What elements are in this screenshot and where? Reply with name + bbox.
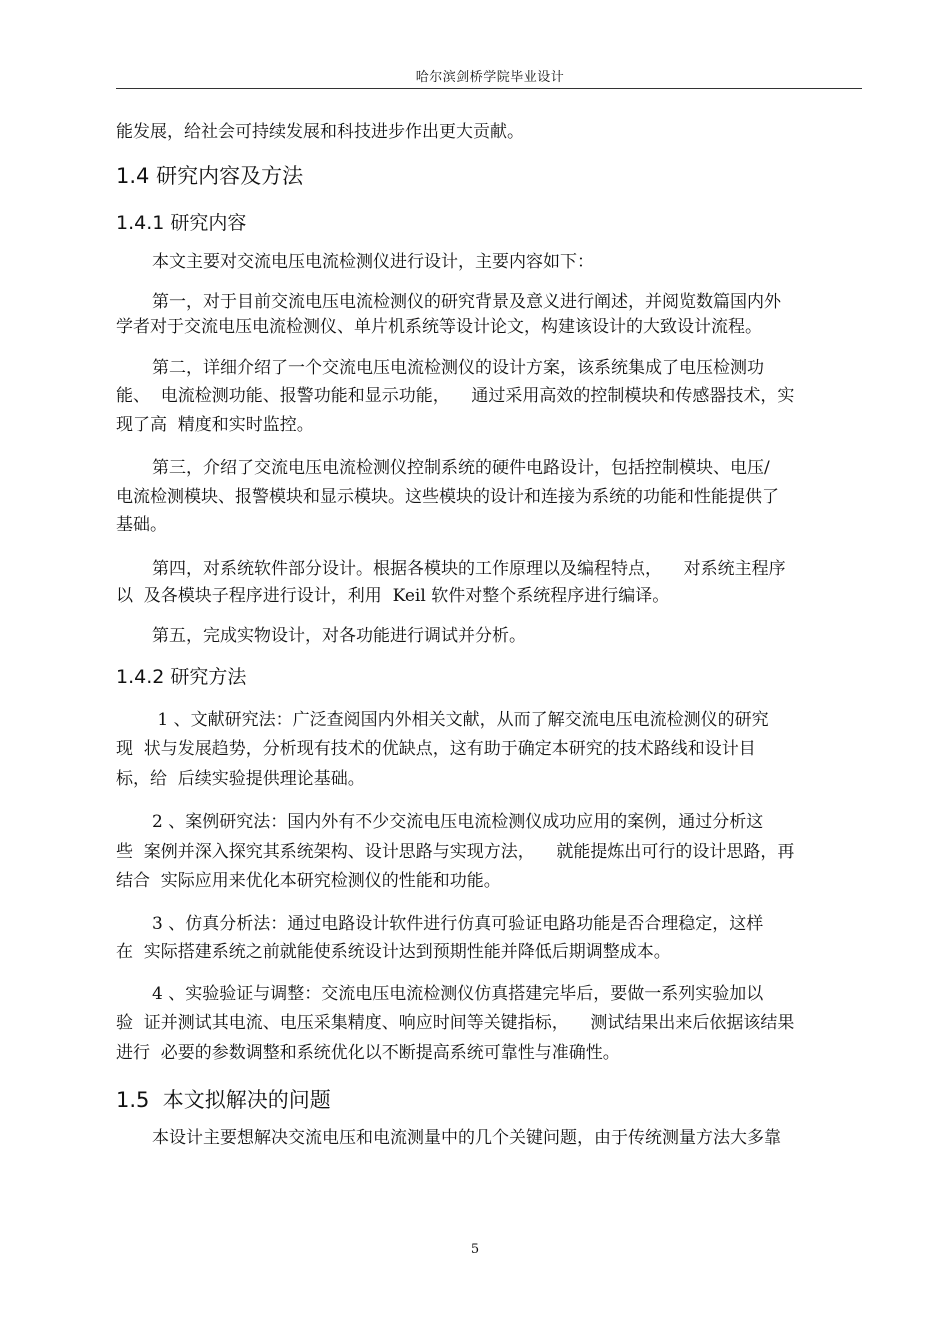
text-line: 能、 电流检测功能、报警功能和显示功能， 通过采用高效的控制模块和传感器技术，实	[116, 386, 795, 406]
heading-1-4-2: 1.4.2 研究方法	[116, 666, 247, 688]
text-line: 现了高 精度和实时监控。	[116, 415, 314, 435]
page-header: 哈尔滨剑桥学院毕业设计	[415, 70, 565, 85]
text-line: 电流检测模块、报警模块和显示模块。这些模块的设计和连接为系统的功能和性能提供了	[116, 487, 779, 507]
text-line: 验 证并测试其电流、电压采集精度、响应时间等关键指标， 测试结果出来后依据该结果	[116, 1013, 795, 1033]
text-line: 些 案例并深入探究其系统架构、设计思路与实现方法， 就能提炼出可行的设计思路，再	[116, 842, 795, 862]
text-line: 第一，对于目前交流电压电流检测仪的研究背景及意义进行阐述，并阅览数篇国内外	[152, 292, 781, 312]
text-line: 第四，对系统软件部分设计。根据各模块的工作原理以及编程特点， 对系统主程序	[152, 559, 786, 579]
text-line: 4 、实验验证与调整：交流电压电流检测仪仿真搭建完毕后，要做一系列实验加以	[152, 984, 764, 1004]
text-line: 进行 必要的参数调整和系统优化以不断提高系统可靠性与准确性。	[116, 1043, 620, 1063]
page-number: 5	[470, 1242, 480, 1257]
text-line: 以 及各模块子程序进行设计，利用 Keil 软件对整个系统程序进行编译。	[116, 586, 670, 606]
text-line: 本设计主要想解决交流电压和电流测量中的几个关键问题，由于传统测量方法大多靠	[152, 1128, 781, 1148]
text-line: 标，给 后续实验提供理论基础。	[116, 769, 365, 789]
text-line: 第五，完成实物设计，对各功能进行调试并分析。	[152, 626, 526, 646]
text-line: 学者对于交流电压电流检测仪、单片机系统等设计论文，构建该设计的大致设计流程。	[116, 317, 762, 337]
text-line: 在 实际搭建系统之前就能使系统设计达到预期性能并降低后期调整成本。	[116, 942, 671, 962]
text-line: 1 、文献研究法：广泛查阅国内外相关文献，从而了解交流电压电流检测仪的研究	[152, 710, 769, 730]
text-line: 基础。	[116, 515, 167, 535]
heading-1-4: 1.4 研究内容及方法	[116, 164, 304, 188]
heading-1-4-1: 1.4.1 研究内容	[116, 212, 247, 234]
heading-1-5: 1.5 本文拟解决的问题	[116, 1088, 331, 1112]
header-rule	[116, 88, 862, 89]
text-line: 第二，详细介绍了一个交流电压电流检测仪的设计方案，该系统集成了电压检测功	[152, 358, 764, 378]
text-line: 现 状与发展趋势，分析现有技术的优缺点，这有助于确定本研究的技术路线和设计目	[116, 739, 756, 759]
text-line: 能发展，给社会可持续发展和科技进步作出更大贡献。	[116, 122, 524, 142]
text-line: 2 、案例研究法：国内外有不少交流电压电流检测仪成功应用的案例，通过分析这	[152, 812, 764, 832]
text-line: 结合 实际应用来优化本研究检测仪的性能和功能。	[116, 871, 501, 891]
text-line: 第三，介绍了交流电压电流检测仪控制系统的硬件电路设计，包括控制模块、电压/	[152, 458, 770, 478]
text-line: 本文主要对交流电压电流检测仪进行设计，主要内容如下：	[152, 252, 594, 272]
text-line: 3 、仿真分析法：通过电路设计软件进行仿真可验证电路功能是否合理稳定，这样	[152, 914, 764, 934]
